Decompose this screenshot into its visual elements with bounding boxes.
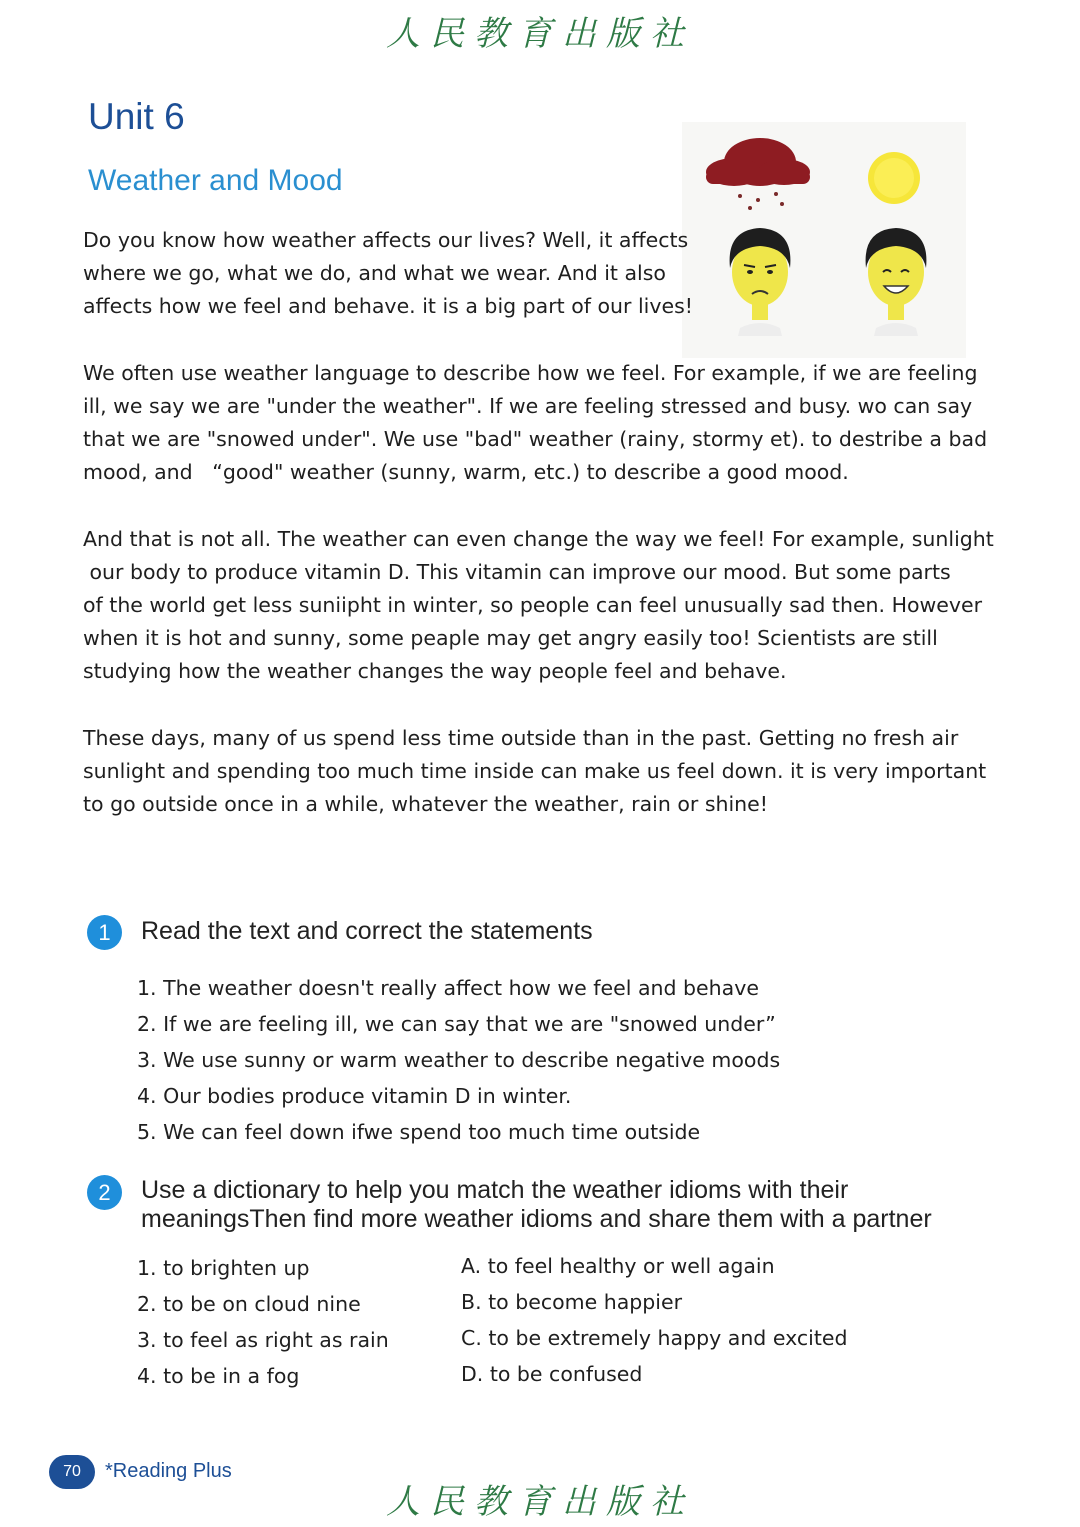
paragraph-3: And that is not all. The weather can even change the way we feel! For example, sunlight our body to produce vitamin D. This vitamin can improve our mood. But some parts of the world get less suniipht in winter, so people can feel unusually sad then. However when it is hot and sunny, some peaple may get angry easily too! Scientists are still studying how the weather changes the way people feel and behave. <box>83 527 994 683</box>
sun-icon <box>868 152 920 204</box>
exercise-2-instruction: Use a dictionary to help you match the weather idioms with their meaningsThen ﬁnd more weather idioms and share them with a partner <box>141 1176 932 1233</box>
page-number: 70 <box>49 1455 95 1489</box>
list-item: C. to be extremely happy and excited <box>461 1326 848 1350</box>
list-item: 5. We can feel down ifwe spend too much time outside <box>137 1120 701 1144</box>
paragraph-1: Do you know how weather affects our lives? Well, it affects where we go, what we do, and what we wear. And it also affects how we feel and behave. it is a big part of our lives! <box>83 228 694 318</box>
section-label: *Reading Plus <box>105 1460 232 1482</box>
paragraph-2: We often use weather language to describe how we feel. For example, if we are feeling ill, we say we are "under the weather". If we are feeling stressed and busy. wo can say that we are "snowed under". We use "bad" weather (rainy, stormy et). to destribe a bad mood, and “good" weather (sunny, warm, etc.) to describe a good mood. <box>83 361 988 484</box>
list-item: 4. to be in a fog <box>137 1364 300 1388</box>
list-item: D. to be confused <box>461 1362 643 1386</box>
exercise-number-badge: 2 <box>87 1175 122 1210</box>
statement-list <box>137 970 780 1150</box>
list-item: 2. If we are feeling ill, we can say that we are "snowed under” <box>137 1012 776 1036</box>
list-item: B. to become happier <box>461 1290 683 1314</box>
list-item: 3. to feel as right as rain <box>137 1328 389 1352</box>
list-item: A. to feel healthy or well again <box>461 1254 775 1278</box>
list-item: 4. Our bodies produce vitamin D in winter. <box>137 1084 572 1108</box>
weather-mood-illustration <box>682 122 966 358</box>
idiom-list <box>137 1250 389 1394</box>
paragraph-4: These days, many of us spend less time outside than in the past. Getting no fresh air sunlight and spending too much time inside can make us feel down. it is very important to go outside once in a while, whatever the weather, rain or shine! <box>83 726 987 816</box>
unit-title: Unit 6 <box>88 96 185 137</box>
list-item: 2. to be on cloud nine <box>137 1292 361 1316</box>
publisher-header: 人民教育出版社 <box>386 14 694 54</box>
exercise-1-instruction: Read the text and correct the statements <box>141 917 593 945</box>
lesson-title: Weather and Mood <box>88 164 343 197</box>
list-item: 1. to brighten up <box>137 1256 310 1280</box>
list-item: 1. The weather doesn't really affect how we feel and behave <box>137 976 759 1000</box>
publisher-footer: 人民教育出版社 <box>386 1482 694 1522</box>
exercise-number-badge: 1 <box>87 915 122 950</box>
list-item: 3. We use sunny or warm weather to describe negative moods <box>137 1048 781 1072</box>
meaning-list <box>461 1248 848 1392</box>
